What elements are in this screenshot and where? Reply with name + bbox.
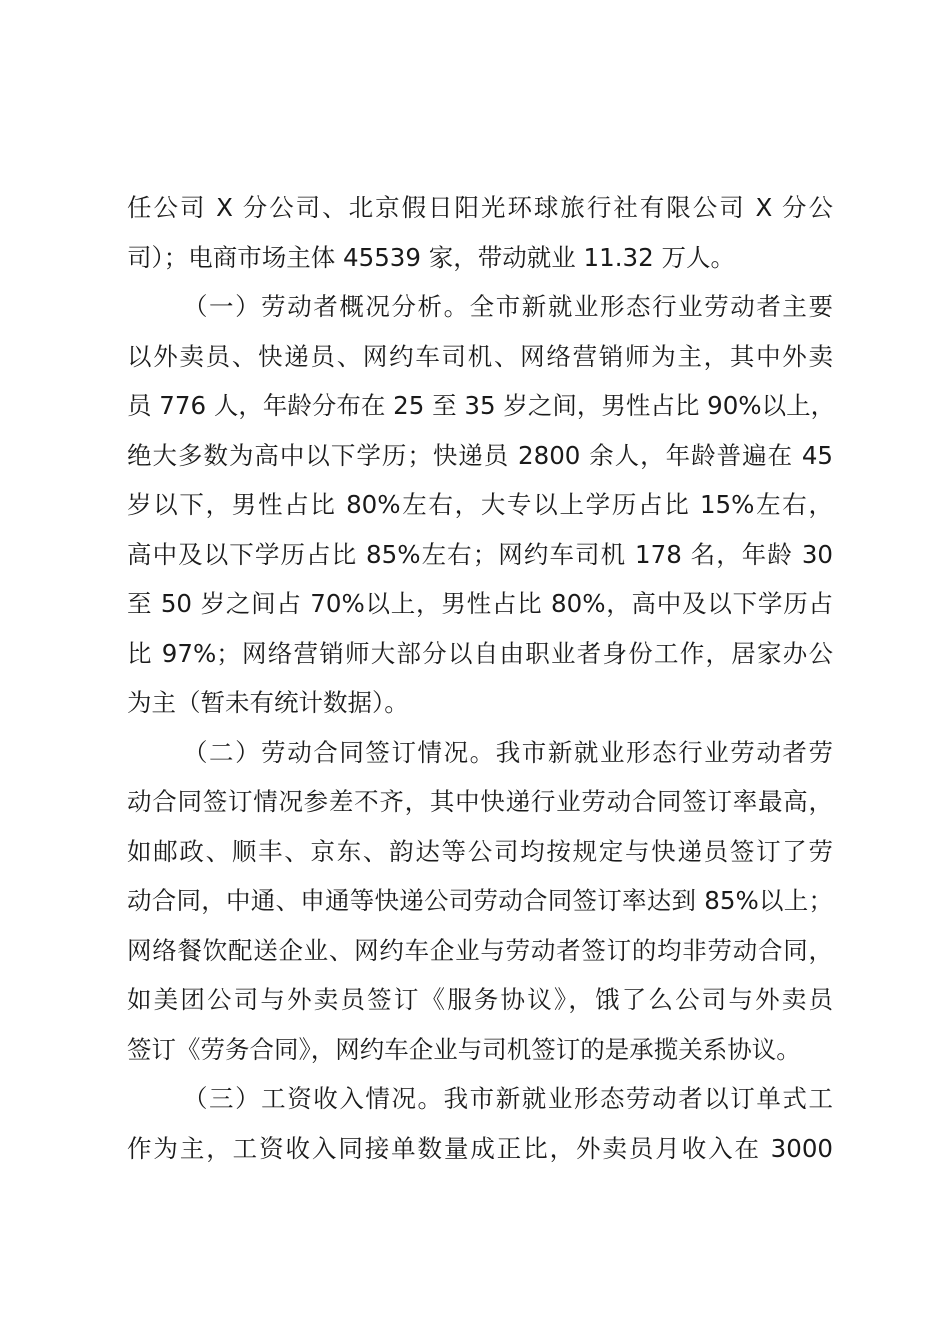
text-line: 如美团公司与外卖员签订《服务协议》，饿了么公司与外卖员 xyxy=(127,985,833,1014)
text-line: 以外卖员、快递员、网约车司机、网络营销师为主，其中外卖 xyxy=(127,341,833,371)
text-line: 比 97%；网络营销师大部分以自由职业者身份工作，居家办公 xyxy=(127,638,833,668)
text-line: 任公司 X 分公司、北京假日阳光环球旅行社有限公司 X 分公 xyxy=(127,193,833,222)
text-line: 高中及以下学历占比 85%左右；网约车司机 178 名，年龄 30 xyxy=(127,539,833,569)
text-line: 作为主，工资收入同接单数量成正比，外卖员月收入在 3000 xyxy=(127,1133,833,1163)
paragraph-first-line: （三）工资收入情况。我市新就业形态劳动者以订单式工 xyxy=(183,1084,833,1113)
text-line: 为主（暂未有统计数据）。 xyxy=(127,688,409,717)
text-line: 至 50 岁之间占 70%以上，男性占比 80%，高中及以下学历占 xyxy=(127,589,833,618)
text-line: 动合同签订情况参差不齐，其中快递行业劳动合同签订率最高， xyxy=(127,787,833,816)
text-line: 绝大多数为高中以下学历；快递员 2800 余人，年龄普遍在 45 xyxy=(127,440,833,470)
paragraph-first-line: （一）劳动者概况分析。全市新就业形态行业劳动者主要 xyxy=(183,292,833,321)
body-text xyxy=(127,183,836,1173)
text-line: 动合同，中通、申通等快递公司劳动合同签订率达到 85%以上； xyxy=(127,886,833,915)
text-line: 如邮政、顺丰、京东、韵达等公司均按规定与快递员签订了劳 xyxy=(127,836,833,866)
text-line: 员 776 人，年龄分布在 25 至 35 岁之间，男性占比 90%以上， xyxy=(127,391,836,420)
text-line: 网络餐饮配送企业、网约车企业与劳动者签订的均非劳动合同， xyxy=(127,935,833,965)
text-line: 司）；电商市场主体 45539 家，带动就业 11.32 万人。 xyxy=(127,242,735,272)
text-line: 岁以下，男性占比 80%左右，大专以上学历占比 15%左右， xyxy=(127,490,833,519)
paragraph-first-line: （二）劳动合同签订情况。我市新就业形态行业劳动者劳 xyxy=(183,737,833,767)
text-line: 签订《劳务合同》，网约车企业与司机签订的是承揽关系协议。 xyxy=(127,1034,801,1064)
